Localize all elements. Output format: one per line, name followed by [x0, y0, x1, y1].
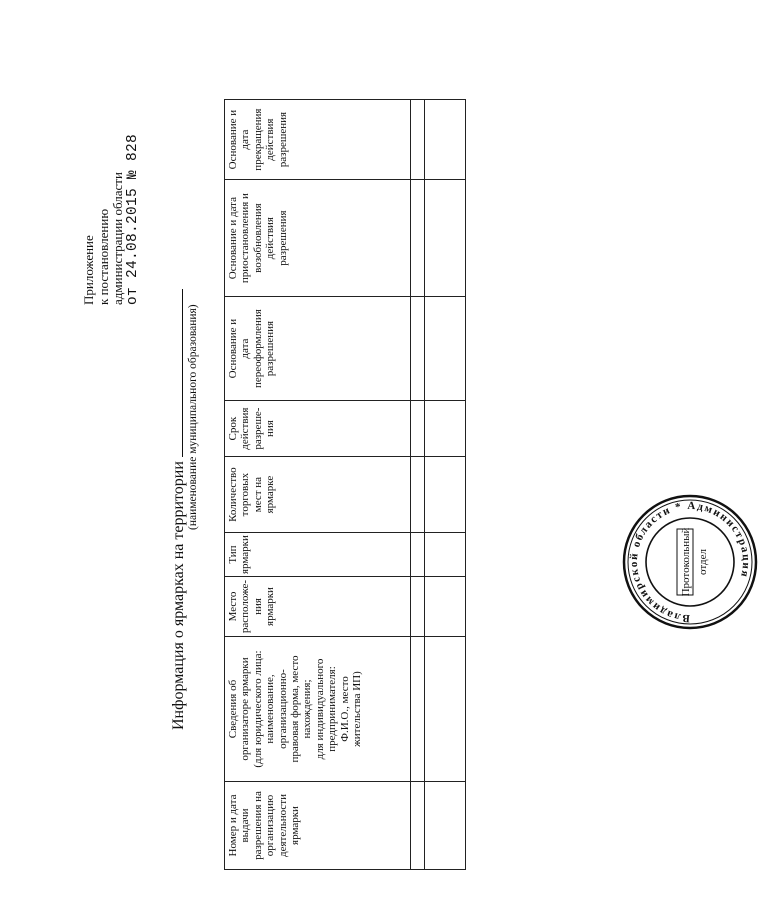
title-text: Информация о ярмарках на территории — [170, 461, 187, 730]
appendix-block — [82, 5, 140, 305]
official-stamp — [620, 492, 760, 632]
table-cell — [425, 297, 466, 401]
table-cell — [425, 782, 466, 870]
table-cell — [411, 297, 425, 401]
fairs-table — [224, 99, 466, 870]
appendix-date-number: от 24.08.2015 № 828 — [124, 133, 141, 305]
appendix-line: к постановлению — [95, 208, 111, 305]
header-cell: Срок действия разреше- ния — [225, 401, 411, 457]
table-header-row — [225, 100, 411, 870]
table-cell — [425, 533, 466, 577]
table-row — [425, 100, 466, 870]
stamp-center-line1: Протокольный — [680, 527, 692, 597]
table-cell — [425, 577, 466, 637]
header-cell: Основание и дата приостановления и возобновления действия разрешения — [225, 180, 411, 297]
table-cell — [411, 457, 425, 533]
table-cell — [411, 401, 425, 457]
table-cell — [425, 637, 466, 782]
table-cell — [411, 180, 425, 297]
table-cell — [411, 637, 425, 782]
table-cell — [425, 100, 466, 180]
table-cell — [425, 457, 466, 533]
header-cell: Основание и дата переоформления разрешения — [225, 297, 411, 401]
header-cell: Сведения об организаторе ярмарки (для юридического лица: наименование, организационно- правовая форма, место нахождения; для индивидуального предпринимателя: Ф.И.О., место жительства ИП) — [225, 637, 411, 782]
header-cell: Основание и дата прекращения действия разрешения — [225, 100, 411, 180]
stamp-seal — [620, 492, 760, 632]
stamp-ring-text: Владимирской области * Администрация — [627, 499, 753, 625]
table-cell — [425, 180, 466, 297]
header-cell: Количество торговых мест на ярмарке — [225, 457, 411, 533]
stamp-center-line2: отдел — [697, 549, 709, 575]
document-title — [168, 289, 188, 730]
table-cell — [411, 577, 425, 637]
header-cell: Место расположе- ния ярмарки — [225, 577, 411, 637]
table-cell — [411, 533, 425, 577]
header-cell: Тип ярмарки — [225, 533, 411, 577]
blank-line — [168, 289, 183, 457]
header-cell: Номер и дата выдачи разрешения на организацию деятельности ярмарки — [225, 782, 411, 870]
table-cell — [411, 100, 425, 180]
table-cell — [425, 401, 466, 457]
appendix-line: администрации области — [110, 172, 125, 305]
title-subcaption: (наименование муниципального образования) — [187, 304, 199, 530]
table-cell — [411, 782, 425, 870]
table-row — [411, 100, 425, 870]
appendix-line: Приложение — [81, 235, 96, 305]
